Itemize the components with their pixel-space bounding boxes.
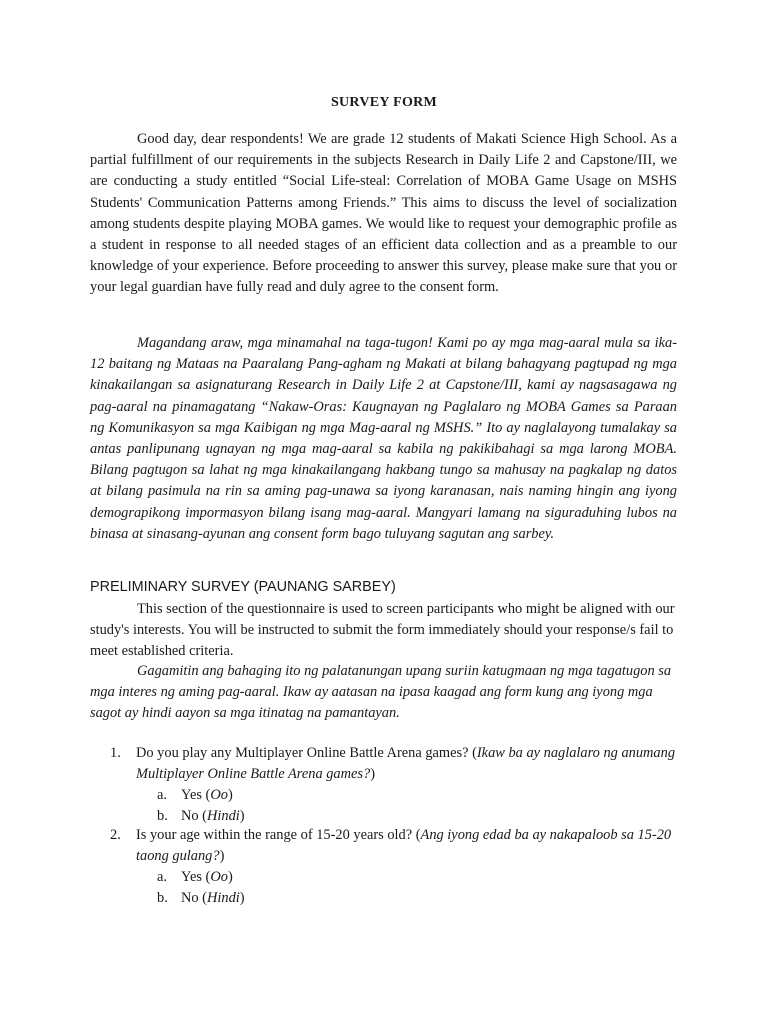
question-translation: Ikaw ba ay naglalaro ng anumang Multiplayer Online Battle Arena games? — [136, 745, 676, 782]
page-title: SURVEY FORM — [330, 95, 438, 110]
question-text: Is your age within the range of 15-20 years old? (Ang iyong edad ba ay nakapaloob sa 15-20 taong gulang?) — [136, 827, 672, 864]
option-letter: b. — [157, 808, 168, 824]
option-no[interactable]: b. No (Hindi) — [157, 888, 245, 909]
option-letter: a. — [157, 787, 167, 803]
question-1 — [110, 743, 680, 785]
option-letter: a. — [157, 869, 167, 885]
option-letter: b. — [157, 890, 168, 906]
intro-paragraph-filipino: Magandang araw, mga minamahal na taga-tugon! Kami po ay mga mag-aaral mula sa ika-12 baitang ng Mataas na Paaralang Pang-agham ng Makati at bilang bahagyang pagtupad ng mga kinakailangan sa asignaturang Research in Daily Life 2 at Capstone/III, kami ay nagsasagawa ng pag-aaral na pinamagatang “Nakaw-Oras: Kaugnayan ng Paglalaro ng MOBA Games sa Paraan ng Komunikasyon sa mga Kaibigan ng mga Mag-aaral ng MSHS.” Ito ay naglalayong tumalakay sa antas panlipunang ugnayan ng mga mag-aaral sa kabila ng pakikibahagi sa mga larong MOBA. Bilang pagtugon sa lahat ng mga kinakailangang hakbang tungo sa mahusay na pagkalap ng datos at bilang pasimula na rin sa aming pag-unawa sa iyong karanasan, nais naming hingin ang iyong demograpikong impormasyon bilang isang mag-aaral. Mangyari lamang na siguraduhing lubos na binasa at sinasang-ayunan ang consent form bago tuluyang sagutan ang sarbey. — [90, 335, 677, 542]
section-description-english: This section of the questionnaire is used to screen participants who might be aligned with our study's interests. You will be instructed to submit the form immediately should your response/s fail to meet established criteria. — [90, 601, 675, 659]
option-no[interactable]: b. No (Hindi) — [157, 806, 245, 827]
question-translation: Ang iyong edad ba ay nakapaloob sa 15-20 taong gulang? — [136, 827, 672, 864]
question-number: 1. — [110, 745, 121, 761]
question-2 — [110, 825, 680, 867]
option-yes[interactable]: a. Yes (Oo) — [157, 785, 233, 806]
section-description-filipino: Gagamitin ang bahaging ito ng palatanungan upang suriin katugmaan ng mga tagatugon sa mga interes ng aming pag-aaral. Ikaw ay aatasan na ipasa kaagad ang form kung ang iyong mga sagot ay hindi aayon sa mga itinatag na pamantayan. — [90, 663, 672, 721]
option-yes[interactable]: a. Yes (Oo) — [157, 867, 233, 888]
question-number: 2. — [110, 827, 121, 843]
intro-paragraph-english: Good day, dear respondents! We are grade 12 students of Makati Science High School. As a partial fulfillment of our requirements in the subjects Research in Daily Life 2 and Capstone/III, we are conducting a study entitled “Social Life-steal: Correlation of MOBA Game Usage on MSHS Students' Communication Patterns among Friends.” This aims to discuss the level of socialization among students despite playing MOBA games. We would like to request your demographic profile as a student in response to all needed stages of an efficient data collection and as a preamble to our knowledge of your experience. Before proceeding to answer this survey, please make sure that you or your legal guardian have fully read and duly agree to the consent form. — [90, 131, 677, 296]
question-text: Do you play any Multiplayer Online Battle Arena games? (Ikaw ba ay naglalaro ng anumang Multiplayer Online Battle Arena games?) — [136, 745, 676, 782]
section-heading: PRELIMINARY SURVEY (PAUNANG SARBEY) — [90, 579, 396, 595]
